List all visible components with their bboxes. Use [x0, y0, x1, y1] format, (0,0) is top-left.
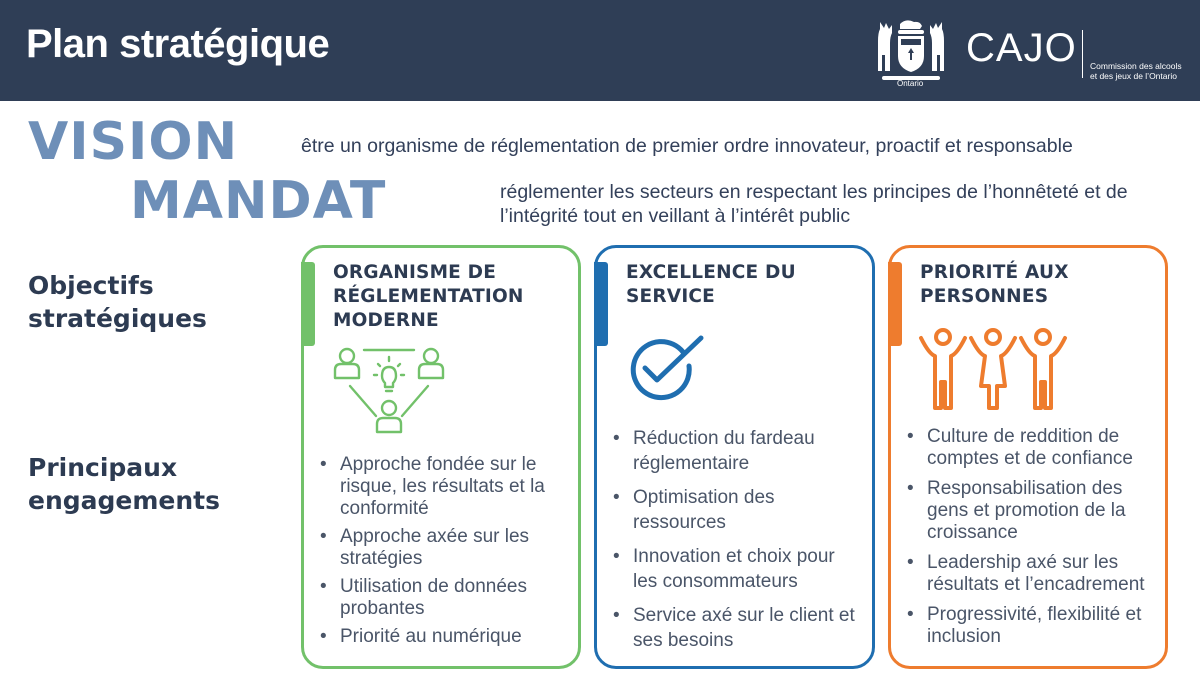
crest-label: Ontario — [897, 79, 924, 88]
list-item: • Réduction du fardeau réglementaire — [611, 426, 863, 476]
commitments-list — [611, 426, 863, 662]
people-group-icon — [915, 328, 1071, 412]
list-item: • Culture de reddition de comptes et de confiance — [905, 426, 1165, 470]
card-title: PRIORITÉ AUX PERSONNES — [920, 262, 1069, 307]
engagements-label: Principaux engagements — [28, 453, 221, 515]
list-item: • Innovation et choix pour les consommateurs — [611, 544, 863, 594]
list-item: • Progressivité, flexibilité et inclusion — [905, 604, 1165, 648]
card-accent-bar — [301, 262, 315, 346]
commitments-list — [905, 426, 1165, 656]
card-service-excellence — [594, 245, 875, 669]
commitments-list — [318, 454, 566, 654]
list-item: • Optimisation des ressources — [611, 485, 863, 535]
logo-divider — [1082, 30, 1083, 78]
card-accent-bar — [594, 262, 608, 346]
checkmark-circle-icon — [625, 332, 709, 402]
list-item: • Utilisation de données probantes — [318, 576, 566, 620]
team-ideas-icon — [332, 346, 452, 438]
vision-statement: être un organisme de réglementation de premier ordre innovateur, proactif et responsable — [301, 135, 1073, 157]
list-item: • Leadership axé sur les résultats et l’encadrement — [905, 552, 1165, 596]
list-item: • Approche axée sur les stratégies — [318, 526, 566, 570]
vision-heading: VISION — [28, 112, 239, 172]
card-people-priority — [888, 245, 1168, 669]
list-item: • Approche fondée sur le risque, les résultats et la conformité — [318, 454, 566, 520]
card-title: EXCELLENCE DU SERVICE — [626, 262, 796, 307]
card-title: ORGANISME DE RÉGLEMENTATION MODERNE — [333, 262, 524, 331]
header-bar — [0, 0, 1200, 101]
list-item: • Priorité au numérique — [318, 626, 566, 648]
mandat-statement: réglementer les secteurs en respectant les principes de l’honnêteté et de l’intégrité tout en veillant à l’intérêt public — [500, 181, 1128, 227]
card-modern-regulator — [301, 245, 581, 669]
list-item: • Responsabilisation des gens et promotion de la croissance — [905, 478, 1165, 544]
card-accent-bar — [888, 262, 902, 346]
objectifs-label: Objectifs stratégiques — [28, 271, 207, 333]
cajo-subtitle: Commission des alcools et des jeux de l’Ontario — [1090, 61, 1182, 81]
page-title: Plan stratégique — [26, 22, 330, 66]
list-item: • Service axé sur le client et ses besoins — [611, 603, 863, 653]
mandat-heading: MANDAT — [130, 171, 387, 231]
cajo-logo: CAJO — [966, 26, 1077, 70]
